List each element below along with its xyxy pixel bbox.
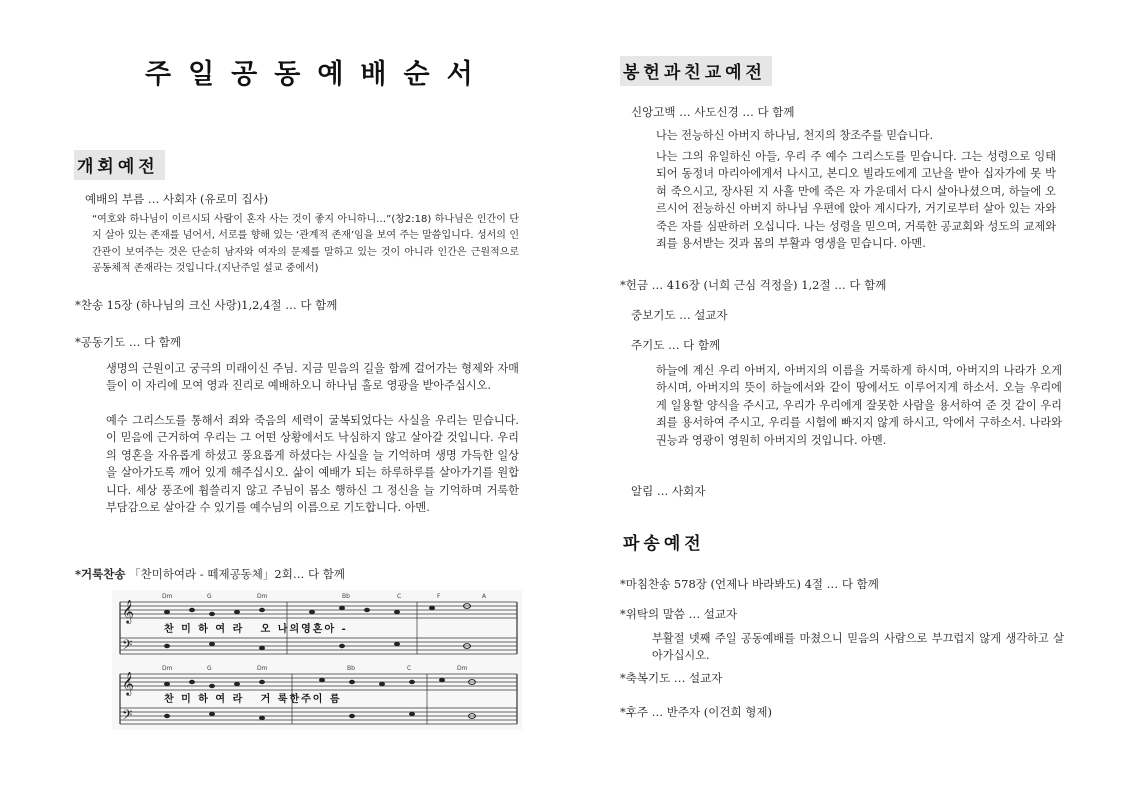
- holy-hymn-label: *거룩찬송: [75, 567, 126, 581]
- offering-heading: 봉헌과친교예전: [620, 56, 772, 86]
- chord-label: G: [207, 665, 212, 672]
- chord-label: Dm: [162, 665, 173, 672]
- chord-label: Dm: [162, 593, 173, 600]
- postlude-item: *후주 … 반주자 (이건희 형제): [620, 705, 772, 719]
- opening-heading: 개회예전: [74, 150, 165, 180]
- closing-hymn-item: *마침찬송 578장 (언제나 바라봐도) 4절 … 다 함께: [620, 577, 879, 591]
- call-text: “여호와 하나님이 이르시되 사람이 혼자 사는 것이 좋지 아니하니…”(창2:18) 하나님은 인간이 단지 살아 있는 존재를 넘어서, 서로를 향해 있는 ‘관계적 존재’임을 보여 주는 말씀입니다. 성서의 인간관이 보여주는 것은 단순히 남자와 여자의 문제를 말하고 있는 것이 아니라 인간은 근원적으로 공동체적 존재라는 것입니다.(지난주일 설교 중에서): [92, 214, 519, 274]
- main-title: 주일공동예배순서: [145, 59, 490, 90]
- score-lyrics-row1: 찬 미 하 여 라 오 나의영혼아 -: [164, 624, 348, 635]
- creed-text: 나는 그의 유일하신 아들, 우리 주 예수 그리스도를 믿습니다. 그는 성령으로 잉태되어 동정녀 마리아에게서 나시고, 본디오 빌라도에게 고난을 받아 십자가에 못 박혀 죽으시고, 장사된 지 사흘 만에 죽은 자 가운데서 다시 살아나셨으며, 하늘에 오르시어 전능하신 아버지 하나님 우편에 앉아 계시다가, 거기로부터 살아 있는 자와 죽은 자를 심판하러 오십니다. 나는 성령을 믿으며, 거룩한 공교회와 성도의 교제와 죄를 용서받는 것과 몸의 부활과 영생을 믿습니다. 아멘.: [656, 150, 1056, 251]
- chord-label: G: [207, 593, 212, 600]
- score-lyrics-row2: 찬 미 하 여 라 거 룩한주이 름: [164, 694, 342, 705]
- chord-label: Dm: [257, 593, 268, 600]
- call-to-worship: 예배의 부름 … 사회자 (유로미 집사): [85, 192, 269, 206]
- bass-clef-icon: 𝄢: [122, 637, 133, 656]
- chord-label: Bb: [347, 665, 355, 672]
- prayer-text-1: 생명의 근원이고 궁극의 미래이신 주님. 지금 믿음의 길을 함께 걸어가는 형제와 자매들이 이 자리에 모여 영과 진리로 예배하오니 하나님 홀로 영광을 받아주십시오.: [106, 362, 519, 393]
- treble-clef-icon: 𝄞: [122, 599, 134, 623]
- announcements-item: 알림 … 사회자: [631, 484, 706, 498]
- holy-hymn-item: [75, 566, 345, 582]
- treble-clef-icon: 𝄞: [122, 671, 134, 695]
- chord-label: A: [482, 593, 487, 600]
- hymn-item: *찬송 15장 (하나님의 크신 사랑)1,2,4절 … 다 함께: [75, 298, 338, 312]
- prayer-text-2: 예수 그리스도를 통해서 죄와 죽음의 세력이 굴복되었다는 사실을 우리는 믿습니다. 이 믿음에 근거하여 우리는 그 어떤 상황에서도 낙심하지 않고 살아갈 것입니다. 우리의 영혼을 자유롭게 하셨고 풍요롭게 하셨다는 사실을 늘 기억하며 생명 가득한 일상을 살아가도록 깨어 있게 해주십시오. 삶이 예배가 되는 하루하루를 살아가기를 원합니다. 세상 풍조에 휩쓸리지 않고 주님이 몸소 행하신 그 정신을 늘 기억하며 거룩한 부담감으로 살아갈 수 있기를 예수님의 이름으로 기도합니다. 아멘.: [106, 414, 519, 515]
- chord-label: Dm: [257, 665, 268, 672]
- lords-prayer-item: 주기도 … 다 함께: [631, 338, 721, 352]
- offering-item: *헌금 … 416장 (너희 근심 걱정을) 1,2절 … 다 함께: [620, 278, 887, 292]
- common-prayer-item: *공동기도 … 다 함께: [75, 335, 181, 349]
- chord-label: Bb: [342, 593, 350, 600]
- sending-heading: 파송예전: [623, 534, 705, 554]
- benediction-item: *축복기도 … 설교자: [620, 671, 723, 685]
- commission-text: 부활절 넷째 주일 공동예배를 마쳤으니 믿음의 사람으로 부끄럽지 않게 생각하고 살아가십시오.: [652, 632, 1064, 663]
- chord-label: C: [407, 665, 412, 672]
- bass-clef-icon: 𝄢: [122, 707, 133, 726]
- holy-hymn-rest: 「찬미하여라 - 떼제공동체」2회… 다 함께: [129, 567, 345, 581]
- chord-label: C: [397, 593, 402, 600]
- intercession-item: 중보기도 … 설교자: [631, 308, 728, 322]
- commission-item: *위탁의 말씀 … 설교자: [620, 607, 738, 621]
- music-score: [112, 590, 522, 730]
- chord-label: Dm: [457, 665, 468, 672]
- lords-prayer-text: 하늘에 계신 우리 아버지, 아버지의 이름을 거룩하게 하시며, 아버지의 나라가 오게 하시며, 아버지의 뜻이 하늘에서와 같이 땅에서도 이루어지게 하소서. 오늘 우리에게 일용할 양식을 주시고, 우리가 우리에게 잘못한 사람을 용서하여 준 것 같이 우리 죄를 용서하여 주시고, 우리를 시험에 빠지지 않게 하시고, 악에서 구하소서. 나라와 권능과 영광이 영원히 아버지의 것입니다. 아멘.: [656, 364, 1062, 447]
- creed-line1: 나는 전능하신 아버지 하나님, 천지의 창조주를 믿습니다.: [656, 129, 934, 142]
- creed-item: 신앙고백 … 사도신경 … 다 함께: [631, 105, 795, 119]
- chord-label: F: [437, 593, 441, 600]
